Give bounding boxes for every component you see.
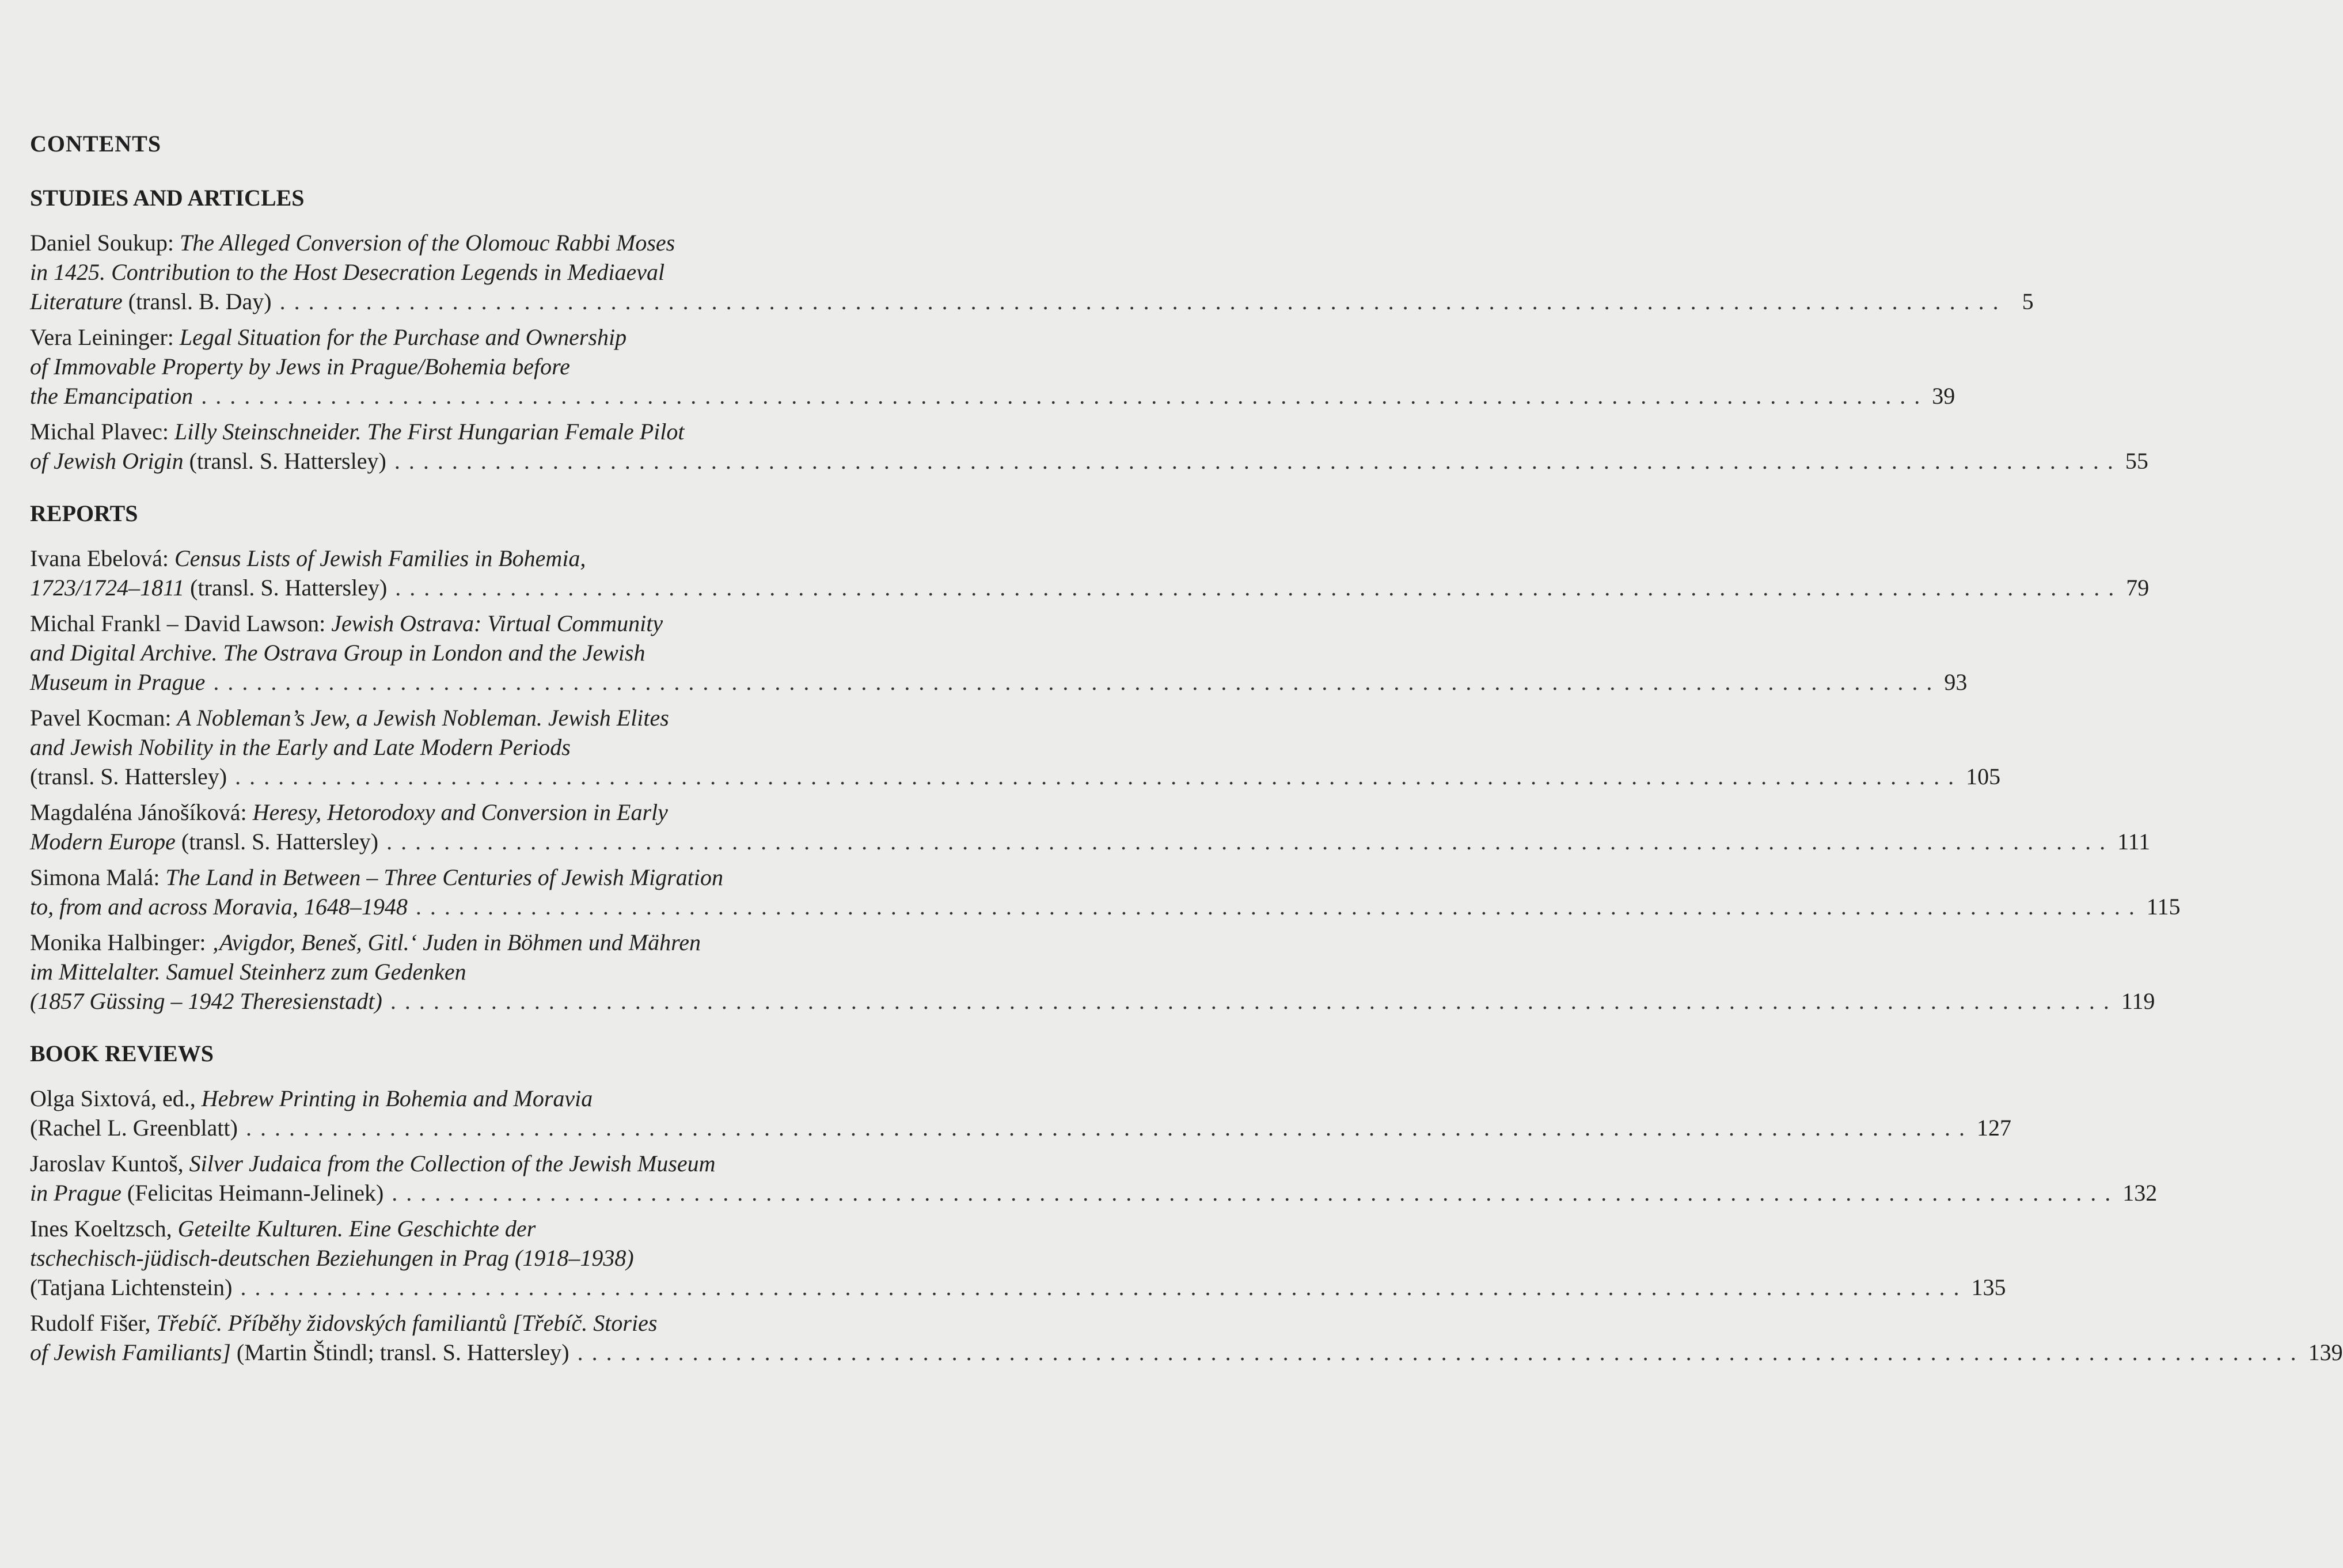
entry-text — [30, 957, 466, 986]
dot-leader: ........................................................................................................................ — [415, 894, 2143, 920]
entry-text — [30, 1308, 657, 1338]
entry-text — [30, 573, 387, 602]
dot-leader: ........................................................................................................................ — [577, 1339, 2305, 1365]
entry-author-segment: (Martin Štindl; transl. S. Hattersley) — [230, 1339, 569, 1365]
entry-author-segment: Ines Koeltzsch, — [30, 1216, 178, 1242]
entry-line — [30, 446, 2148, 476]
entry-text — [30, 544, 586, 573]
entry-line — [30, 381, 1955, 411]
entry-line — [30, 928, 878, 957]
page-number: 127 — [1976, 1115, 2011, 1141]
entry-title-segment: Museum in Prague — [30, 669, 206, 695]
entry-title-segment: Jewish Ostrava: Virtual Community — [331, 610, 663, 636]
entry-title-segment: Census Lists of Jewish Families in Bohemia, — [174, 545, 586, 571]
entry-text — [30, 381, 193, 411]
dot-leader: ........................................................................................................................ — [392, 1180, 2120, 1206]
entry-title-segment: of Jewish Familiants] — [30, 1339, 231, 1365]
entry-line — [30, 1084, 878, 1113]
page-number: 119 — [2121, 988, 2155, 1014]
entry-title-segment: Modern Europe — [30, 829, 176, 855]
entry-text — [30, 703, 669, 732]
toc-entry — [30, 798, 2151, 856]
entry-text — [30, 638, 645, 667]
entry-line — [30, 1273, 2006, 1302]
entry-title-segment: Literature — [30, 288, 123, 314]
entry-author-segment: (transl. B. Day) — [122, 288, 272, 314]
entry-text — [30, 228, 675, 257]
entry-title-segment: and Digital Archive. The Ostrava Group in London and the Jewish — [30, 640, 645, 666]
page-title: CONTENTS — [30, 131, 162, 157]
entry-line — [30, 703, 878, 732]
toc-entry — [30, 1149, 2158, 1208]
entry-author-segment: (Tatjana Lichtenstein) — [30, 1274, 233, 1300]
toc-sections — [30, 185, 2343, 1367]
page-number: 39 — [1932, 383, 1955, 409]
entry-title-segment: The Land in Between – Three Centuries of Jewish Migration — [165, 864, 723, 890]
entry-title-segment: Hebrew Printing in Bohemia and Moravia — [201, 1085, 593, 1111]
toc-entry — [30, 1308, 2343, 1367]
toc-entry — [30, 928, 2155, 1016]
entry-author-segment: Rudolf Fišer, — [30, 1310, 157, 1336]
entry-line — [30, 732, 878, 762]
entry-title-segment: Silver Judaica from the Collection of the Jewish Museum — [189, 1151, 716, 1176]
entry-text — [30, 928, 701, 957]
entry-title-segment: and Jewish Nobility in the Early and Late Modern Periods — [30, 734, 571, 760]
section-title: REPORTS — [30, 500, 138, 526]
entry-text — [30, 1214, 536, 1243]
entry-line — [30, 287, 2034, 316]
entry-line — [30, 1178, 2158, 1208]
entry-author-segment: Monika Halbinger: — [30, 929, 212, 955]
entry-text — [30, 827, 378, 856]
entry-line — [30, 1338, 2343, 1367]
entry-author-segment: (transl. S. Hattersley) — [30, 764, 227, 789]
entry-line — [30, 863, 878, 892]
entry-author-segment: Michal Frankl – David Lawson: — [30, 610, 332, 636]
toc-entry — [30, 322, 1955, 411]
entry-title-segment: of Immovable Property by Jews in Prague/Bohemia before — [30, 354, 570, 379]
entry-title-segment: Třebíč. Příběhy židovských familiantů [Třebíč. Stories — [156, 1310, 658, 1336]
dot-leader: ........................................................................................................................ — [386, 829, 2114, 855]
page-number: 132 — [2122, 1180, 2158, 1206]
dot-leader: ........................................................................................................................ — [235, 764, 1963, 789]
entry-title-segment: Lilly Steinschneider. The First Hungarian Female Pilot — [174, 419, 685, 445]
entry-text — [30, 1113, 238, 1142]
entry-line — [30, 762, 2001, 791]
entry-line — [30, 1113, 2011, 1142]
entry-list — [30, 228, 2148, 476]
entry-line — [30, 352, 878, 381]
entry-line — [30, 827, 2151, 856]
entry-line — [30, 667, 1968, 697]
toc-section — [30, 1041, 2343, 1367]
entry-line — [30, 638, 878, 667]
entry-text — [30, 287, 272, 316]
toc-entry — [30, 609, 1968, 697]
entry-title-segment: to, from and across Moravia, 1648–1948 — [30, 894, 408, 920]
dot-leader: ........................................................................................................................ — [390, 988, 2118, 1014]
entry-title-segment: The Alleged Conversion of the Olomouc Rabbi Moses — [179, 230, 675, 256]
entry-text — [30, 257, 664, 287]
entry-text — [30, 863, 723, 892]
toc-section — [30, 185, 2148, 476]
toc-entry — [30, 1214, 2006, 1302]
dot-leader: ........................................................................................................................ — [394, 448, 2122, 474]
entry-author-segment: (transl. S. Hattersley) — [175, 829, 379, 855]
entry-line — [30, 798, 878, 827]
dot-leader: ........................................................................................................................ — [240, 1274, 1968, 1300]
section-title: STUDIES AND ARTICLES — [30, 185, 305, 211]
entry-title-segment: in Prague — [30, 1180, 121, 1206]
entry-author-segment: Ivana Ebelová: — [30, 545, 174, 571]
page-number: 115 — [2146, 894, 2181, 920]
entry-author-segment: Olga Sixtová, ed., — [30, 1085, 202, 1111]
entry-author-segment: Pavel Kocman: — [30, 705, 177, 731]
entry-text — [30, 1273, 232, 1302]
entry-title-segment: of Jewish Origin — [30, 448, 184, 474]
entry-line — [30, 228, 878, 257]
entry-author-segment: Michal Plavec: — [30, 419, 175, 445]
entry-line — [30, 544, 878, 573]
entry-title-segment: A Nobleman’s Jew, a Jewish Nobleman. Jewish Elites — [177, 705, 669, 731]
entry-line — [30, 322, 878, 352]
entry-text — [30, 609, 663, 638]
entry-text — [30, 1178, 383, 1208]
entry-line — [30, 892, 2181, 921]
entry-list — [30, 544, 2181, 1016]
entry-text — [30, 892, 408, 921]
toc-entry — [30, 863, 2181, 921]
entry-author-segment: Magdaléna Jánošíková: — [30, 799, 253, 825]
entry-title-segment: the Emancipation — [30, 383, 193, 409]
page-number: 135 — [1971, 1274, 2006, 1300]
page-number: 79 — [2126, 575, 2150, 601]
entry-text — [30, 667, 205, 697]
entry-text — [30, 322, 626, 352]
entry-line — [30, 417, 878, 446]
entry-title-segment: Heresy, Hetorodoxy and Conversion in Early — [252, 799, 668, 825]
page-number: 105 — [1966, 764, 2001, 789]
entry-text — [30, 732, 571, 762]
section-title: BOOK REVIEWS — [30, 1041, 214, 1066]
page-number: 5 — [2022, 288, 2034, 314]
page-number: 111 — [2117, 829, 2151, 855]
entry-author-segment: Vera Leininger: — [30, 324, 180, 350]
entry-line — [30, 573, 2150, 602]
dot-leader: ........................................................................................................................ — [395, 575, 2123, 601]
entry-text — [30, 352, 570, 381]
toc-section — [30, 500, 2181, 1016]
dot-leader: ........................................................................................................................ — [201, 383, 1929, 409]
entry-line — [30, 1243, 878, 1273]
toc-entry — [30, 1084, 2011, 1142]
entry-text — [30, 1243, 634, 1273]
toc-entry — [30, 544, 2150, 602]
entry-title-segment: ‚Avigdor, Beneš, Gitl.‘ Juden in Böhmen und Mähren — [211, 929, 701, 955]
entry-author-segment: (Rachel L. Greenblatt) — [30, 1115, 238, 1141]
entry-title-segment: (1857 Güssing – 1942 Theresienstadt) — [30, 988, 382, 1014]
entry-line — [30, 257, 878, 287]
page-number: 55 — [2125, 448, 2148, 474]
toc-entry — [30, 703, 2001, 791]
dot-leader: ........................................................................................................................ — [213, 669, 1941, 695]
entry-line — [30, 1308, 878, 1338]
dot-leader: ........................................................................................................................ — [245, 1115, 1973, 1141]
entry-title-segment: 1723/1724–1811 — [30, 575, 185, 601]
entry-title-segment: in 1425. Contribution to the Host Desecration Legends in Mediaeval — [30, 259, 665, 285]
entry-text — [30, 986, 382, 1016]
toc-entry — [30, 228, 2034, 316]
page-number: 93 — [1944, 669, 1968, 695]
entry-text — [30, 1084, 593, 1113]
entry-title-segment: Legal Situation for the Purchase and Ownership — [179, 324, 627, 350]
dot-leader: ........................................................................................................................ — [279, 288, 2007, 314]
entry-author-segment: Daniel Soukup: — [30, 230, 180, 256]
toc-entry — [30, 417, 2148, 476]
entry-text — [30, 417, 685, 446]
entry-title-segment: im Mittelalter. Samuel Steinherz zum Gedenken — [30, 959, 466, 985]
entry-line — [30, 609, 878, 638]
entry-author-segment: (Felicitas Heimann-Jelinek) — [121, 1180, 384, 1206]
entry-line — [30, 1214, 878, 1243]
entry-text — [30, 762, 227, 791]
entry-text — [30, 1338, 569, 1367]
entry-author-segment: Simona Malá: — [30, 864, 166, 890]
entry-text — [30, 446, 386, 476]
entry-text — [30, 798, 668, 827]
entry-line — [30, 986, 2155, 1016]
entry-title-segment: Geteilte Kulturen. Eine Geschichte der — [177, 1216, 536, 1242]
page-number: 139 — [2308, 1339, 2343, 1365]
entry-line — [30, 957, 878, 986]
entry-author-segment: Jaroslav Kuntoš, — [30, 1151, 189, 1176]
entry-author-segment: (transl. S. Hattersley) — [183, 448, 386, 474]
entry-author-segment: (transl. S. Hattersley) — [184, 575, 388, 601]
entry-line — [30, 1149, 878, 1178]
entry-text — [30, 1149, 716, 1178]
entry-title-segment: tschechisch-jüdisch-deutschen Beziehungen in Prag (1918–1938) — [30, 1245, 634, 1271]
entry-list — [30, 1084, 2343, 1367]
